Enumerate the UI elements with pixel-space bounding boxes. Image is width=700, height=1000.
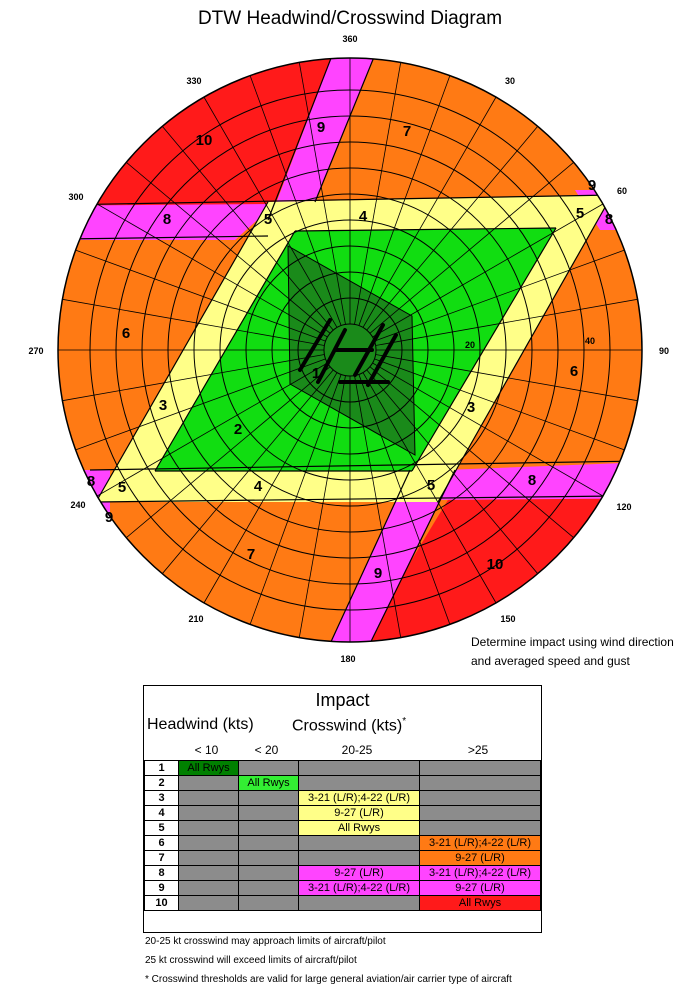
table-row <box>145 896 541 911</box>
table-cell <box>299 836 420 851</box>
dir-label-360: 360 <box>342 34 358 44</box>
dir-label-120: 120 <box>616 502 632 512</box>
dir-label-300: 300 <box>68 192 84 202</box>
row-number: 9 <box>145 881 179 896</box>
table-cell <box>179 866 239 881</box>
table-cell <box>420 821 541 836</box>
table-cell <box>239 896 299 911</box>
table-row <box>145 806 541 821</box>
table-cell: 3-21 (L/R);4-22 (L/R) <box>299 791 420 806</box>
table-cell <box>420 761 541 776</box>
zone-number-7: 7 <box>246 546 256 563</box>
crosswind-asterisk: * <box>402 716 407 727</box>
zone-number-9: 9 <box>316 119 326 136</box>
table-cell: 9-27 (L/R) <box>299 866 420 881</box>
table-cell: All Rwys <box>179 761 239 776</box>
impact-table-panel <box>143 685 542 933</box>
row-number: 7 <box>145 851 179 866</box>
table-cell <box>179 776 239 791</box>
row-number: 8 <box>145 866 179 881</box>
table-cell <box>299 851 420 866</box>
zone-number-8: 8 <box>86 473 96 490</box>
zone-number-5: 5 <box>575 205 585 222</box>
ring-label-20: 20 <box>464 340 476 350</box>
zone-number-2: 2 <box>233 421 243 438</box>
zone-number-7: 7 <box>402 123 412 140</box>
zone-number-1: 1 <box>311 365 321 382</box>
dir-label-60: 60 <box>616 186 628 196</box>
zone-number-6: 6 <box>569 363 579 380</box>
table-cell <box>299 776 420 791</box>
crosswind-label <box>292 716 406 735</box>
column-header: < 20 <box>254 743 279 757</box>
table-row <box>145 776 541 791</box>
table-cell <box>239 881 299 896</box>
column-header: >25 <box>467 743 489 757</box>
row-number: 1 <box>145 761 179 776</box>
table-cell <box>239 851 299 866</box>
instruction-line-1: Determine impact using wind direction <box>471 635 674 649</box>
table-cell: 3-21 (L/R);4-22 (L/R) <box>299 881 420 896</box>
impact-title: Impact <box>315 690 370 710</box>
row-number: 4 <box>145 806 179 821</box>
crosswind-label-text: Crosswind (kts) <box>292 717 403 735</box>
footnote-1: 20-25 kt crosswind may approach limits of aircraft/pilot <box>145 936 386 947</box>
table-cell: 3-21 (L/R);4-22 (L/R) <box>420 836 541 851</box>
dir-label-90: 90 <box>658 346 670 356</box>
row-number: 10 <box>145 896 179 911</box>
ring-label-40: 40 <box>584 336 596 346</box>
row-number: 6 <box>145 836 179 851</box>
row-number: 3 <box>145 791 179 806</box>
zone-number-5: 5 <box>263 211 273 228</box>
table-cell <box>179 806 239 821</box>
dir-label-330: 330 <box>186 76 202 86</box>
row-number: 5 <box>145 821 179 836</box>
dir-label-270: 270 <box>28 346 44 356</box>
zone-number-10: 10 <box>195 132 213 149</box>
table-cell <box>420 806 541 821</box>
dir-label-150: 150 <box>500 614 516 624</box>
table-row <box>145 836 541 851</box>
footnote-3: * Crosswind thresholds are valid for large general aviation/air carrier type of aircraft <box>145 974 512 985</box>
table-cell <box>179 791 239 806</box>
table-row <box>145 761 541 776</box>
impact-table <box>144 760 541 911</box>
column-header: < 10 <box>194 743 219 757</box>
column-header: 20-25 <box>341 743 373 757</box>
zone-number-10: 10 <box>486 556 504 573</box>
zone-number-4: 4 <box>358 208 368 225</box>
zone-number-9: 9 <box>104 509 114 526</box>
zone-number-8: 8 <box>162 211 172 228</box>
wind-rose-diagram <box>0 30 700 670</box>
page-title: DTW Headwind/Crosswind Diagram <box>197 8 503 29</box>
dir-label-30: 30 <box>504 76 516 86</box>
table-cell <box>420 791 541 806</box>
table-cell: 9-27 (L/R) <box>420 851 541 866</box>
zone-number-5: 5 <box>117 479 127 496</box>
table-cell: All Rwys <box>420 896 541 911</box>
table-cell <box>239 791 299 806</box>
table-cell <box>299 896 420 911</box>
table-cell: 9-27 (L/R) <box>420 881 541 896</box>
zone-number-6: 6 <box>121 325 131 342</box>
zone-number-9: 9 <box>587 177 597 194</box>
row-number: 2 <box>145 776 179 791</box>
table-row <box>145 791 541 806</box>
table-row <box>145 866 541 881</box>
table-cell: 9-27 (L/R) <box>299 806 420 821</box>
table-cell <box>420 776 541 791</box>
table-cell <box>239 866 299 881</box>
table-cell <box>239 821 299 836</box>
table-cell <box>239 836 299 851</box>
table-cell <box>179 821 239 836</box>
instruction-line-2: and averaged speed and gust <box>471 654 630 668</box>
zone-number-8: 8 <box>527 472 537 489</box>
table-cell <box>179 881 239 896</box>
table-cell: 3-21 (L/R);4-22 (L/R) <box>420 866 541 881</box>
table-cell <box>299 761 420 776</box>
zone-number-8: 8 <box>604 211 614 228</box>
table-cell: All Rwys <box>299 821 420 836</box>
table-cell <box>239 806 299 821</box>
zone-number-3: 3 <box>158 397 168 414</box>
table-row <box>145 881 541 896</box>
zone-number-9: 9 <box>373 565 383 582</box>
dir-label-240: 240 <box>70 500 86 510</box>
table-cell <box>239 761 299 776</box>
instruction-note <box>471 633 674 671</box>
zone-number-5: 5 <box>426 477 436 494</box>
table-row <box>145 851 541 866</box>
table-cell <box>179 851 239 866</box>
table-row <box>145 821 541 836</box>
table-cell <box>179 836 239 851</box>
table-cell <box>179 896 239 911</box>
dir-label-210: 210 <box>188 614 204 624</box>
headwind-label: Headwind (kts) <box>147 716 254 733</box>
zone-number-4: 4 <box>253 478 263 495</box>
table-cell: All Rwys <box>239 776 299 791</box>
footnote-2: 25 kt crosswind will exceed limits of aircraft/pilot <box>145 955 357 966</box>
dir-label-180: 180 <box>340 654 356 664</box>
zone-number-3: 3 <box>466 399 476 416</box>
